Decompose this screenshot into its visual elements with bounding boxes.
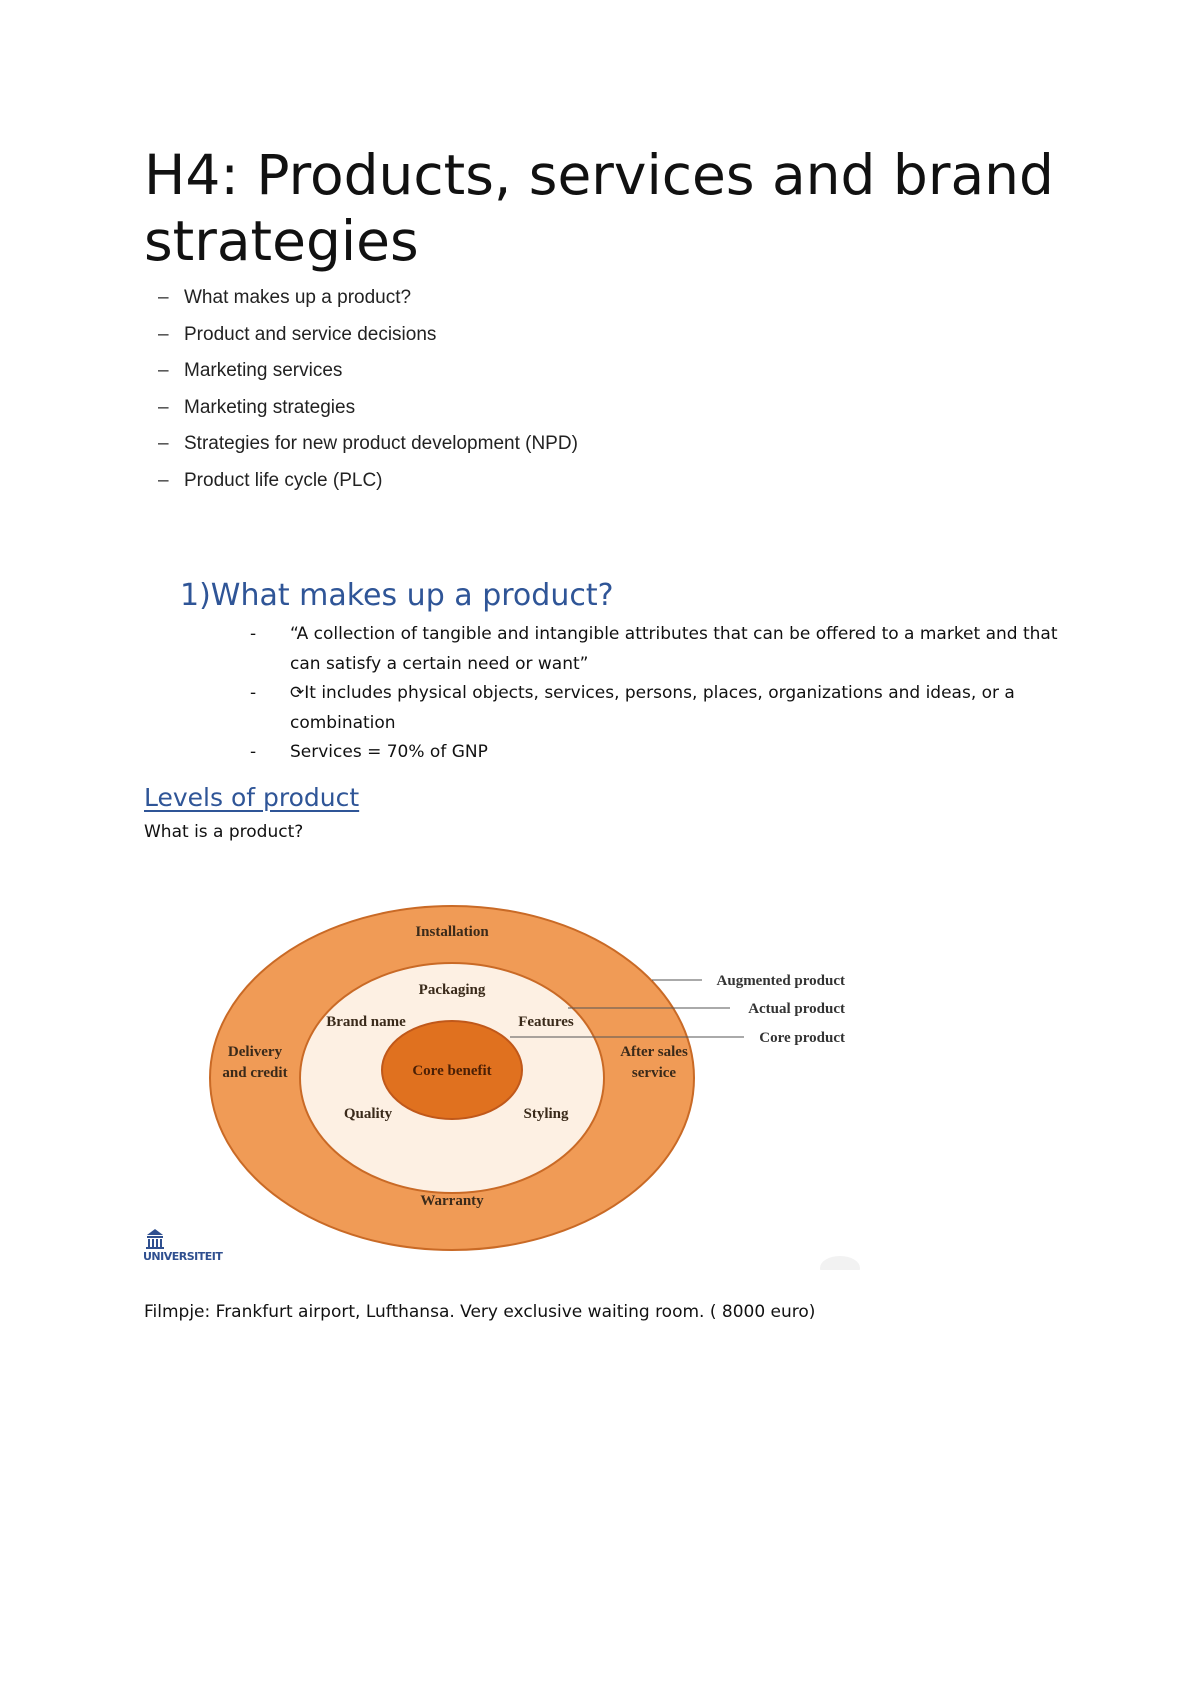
levels-subtitle: What is a product? [144,822,304,842]
logo-text: UNIVERSITEIT [143,1250,223,1263]
topic-item: – Marketing strategies [158,396,356,418]
label-core-benefit: Core benefit [412,1063,492,1079]
label-quality: Quality [343,1106,393,1122]
label-delivery-line2: and credit [222,1065,288,1081]
topic-item: – Strategies for new product development (NPD) [158,433,578,455]
label-features: Features [518,1014,574,1030]
label-aftersales-line2: service [631,1065,677,1081]
section-bullets [250,620,1080,768]
topics-list [158,280,578,499]
product-levels-diagram [140,880,900,1270]
label-installation: Installation [415,924,489,940]
callout-actual-product: Actual product [748,1001,845,1017]
levels-heading: Levels of product [144,783,360,812]
callout-augmented-product: Augmented product [716,973,845,989]
label-delivery-line1: Delivery [227,1044,283,1060]
topic-item: – Marketing services [158,360,343,382]
section-heading: 1)What makes up a product? [180,578,614,613]
callout-core-product: Core product [759,1030,845,1046]
bullet-item: - ⟳It includes physical objects, services, persons, places, organizations and ideas, or a combination [250,683,1015,733]
bullet-item: - “A collection of tangible and intangible attributes that can be offered to a market and that can satisfy a certain need or want” [250,624,1058,674]
faint-watermark-shape [820,1256,860,1270]
note-text: Filmpje: Frankfurt airport, Lufthansa. Very exclusive waiting room. ( 8000 euro) [144,1302,816,1322]
label-styling: Styling [523,1106,569,1122]
bullet-item: - Services = 70% of GNP [250,742,488,762]
label-packaging: Packaging [418,982,486,998]
label-brand-name: Brand name [326,1014,406,1030]
topic-item: – Product life cycle (PLC) [158,469,383,491]
label-warranty: Warranty [420,1193,484,1209]
topic-item: – What makes up a product? [158,287,412,309]
document-title: H4: Products, services and brand strategies [144,143,1054,273]
topic-item: – Product and service decisions [158,323,437,345]
label-aftersales-line1: After sales [620,1044,688,1060]
